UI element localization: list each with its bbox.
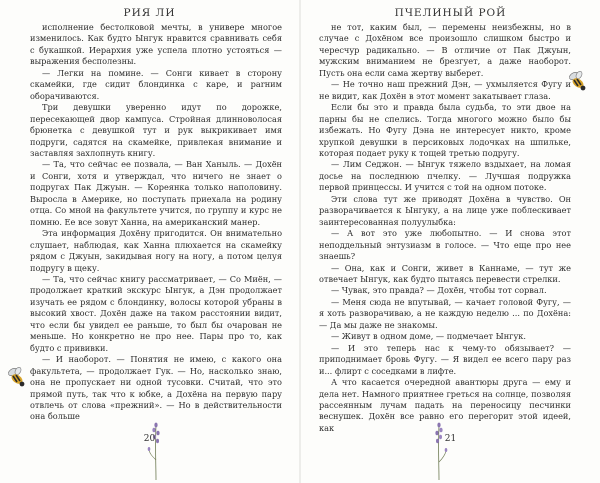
paragraph: — Та, что сейчас книгу рассматривает, — Со Миён, — продолжает краткий экскурс Ынгук, а Дэн продолжает изучать ее рядом с блондинку, волосы которой убраны в высокий хвост. Дохён даже на таком расстоянии видит, что если бы увидел ее раньше, то был бы очарован не меньше. Но конкретно не про нее. Пары про то, как будто с прививки. <box>30 273 282 353</box>
paragraph: — Не точно наш прежний Дэн, — ухмыляется Фугу и не видит, как Дохён в этот момент закатывает глаза. <box>319 79 571 101</box>
paragraph: — И это теперь нас к чему-то обязывает? — приподнимает бровь Фугу. — Я видел ее всего пару раз и... флирт с соседками в лифте. <box>319 342 571 376</box>
paragraph: — И наоборот. — Понятия не имею, с какого она факультета, — продолжает Гук. — Но, насколько знаю, она не пропускает ни одной тусовки. Считай, что это прямой путь, так что к юбке, а Дохёна на первую пару отвлечь от слова «прежний». — Но в действительности она больше <box>30 354 282 422</box>
paragraph: Эти слова тут же приводят Дохёна в чувство. Он разворачивается к Ынгуку, а на лице уже поблескивает заинтересованная полуулыбка: <box>319 193 571 227</box>
paragraph: — Та, что сейчас ее позвала, — Ван Ханыль. — Дохён и Сонги, хотя и утверждал, что ничего не знает о подругах Пак Джуын. — Кореянка только наполовину. Выросла в Америке, но поступать приехала на родину отца. Со мной на факультете учится, по группу и курс не помню. Ее все зовут Ханна, на американский манер. <box>30 159 282 227</box>
running-head-left: РИЯ ЛИ <box>123 7 176 19</box>
paragraph: исполнение бестолковой мечты, в универе многое изменилось. Как будто Ынгук нравится сравнивать себя с букашкой. Иерархия уже успела плотно устояться — выражения бесполезны. <box>30 22 282 67</box>
right-page-text <box>319 22 571 434</box>
right-page <box>301 0 600 483</box>
paragraph: не тот, каким был, — перемены неизбежны, но в случае с Дохёном все произошло слишком быстро и чересчур радикально. — В отличие от Пак Джуын, мужским вниманием не брезгует, а даже наоборот. Пусть она если сама жертву выберет. <box>319 22 571 78</box>
page-number-left: 20 <box>143 434 156 444</box>
paragraph: — Меня сюда не впутывай, — качает головой Фугу, — я хоть разворачиваю, а не каждую неделю ... по Дохёна: — Да мы даже не знакомы. <box>319 296 571 330</box>
paragraph: Эта информация Дохёну пригодится. Он внимательно слушает, наблюдая, как Ханна плюхается на скамейку рядом с Джуын, закидывая ногу на ногу, а потом целуя подругу в щеку. <box>30 228 282 273</box>
bee-icon <box>565 68 591 94</box>
lavender-sprig-icon <box>146 420 166 480</box>
paragraph: А что касается очередной авантюры друга — ему и дела нет. Намного приятнее греться на солнце, позволяя рассеянным лучам падать на переносицу песчинки веснушек. Дохён все равно его перегорит этой идеей, как <box>319 377 571 433</box>
lavender-sprig-icon <box>429 420 449 480</box>
paragraph: — Легки на помине. — Сонги кивает в сторону скамейки, где сидит блондинка с каре, и parним оборачиваются. <box>30 67 282 101</box>
bee-icon <box>4 364 30 390</box>
paragraph: — Она, как и Сонги, живет в Каннаме, — тут же отвечает Ынгук, как будто пытаясь перевести стрелки. <box>319 262 571 284</box>
page-number-right: 21 <box>444 434 457 444</box>
paragraph: Три девушки уверенно идут по дорожке, пересекающей двор кампуса. Стройная длинноволосая брюнетка с девушкой тут и рук выкрикивает имя подруги, садятся на скамейке, привлекая внимание и заставляя захлопнуть книгу. <box>30 102 282 158</box>
running-head-right: ПЧЕЛИНЫЙ РОЙ <box>394 7 507 19</box>
paragraph: — Живут в одном доме, — подмечает Ынгук. <box>331 331 526 342</box>
left-page-text <box>30 22 282 423</box>
paragraph: — Лим Седжон. — Ынгук тяжело вздыхает, на ломая досье на последнюю пчелку. — Лучшая подружка первой принцессы. И учится с той на одном потоке. <box>319 159 571 193</box>
left-page <box>0 0 299 483</box>
paragraph: — Чувак, это правда? — Дохён, чтобы тот сорвал. <box>331 285 547 296</box>
paragraph: Если бы это и правда была судьба, то эти двое на парны бы не спелись. Тогда многого можно было бы избежать. Но Фугу Дэна не интересует никто, кроме хрупкой девушки в персиковых лодочках на шпильке, которая подает руку к тощей третью подругу. <box>319 102 571 158</box>
paragraph: — А вот это уже любопытно. — И снова этот неподдельный энтузиазм в голосе. — Что еще про нее знаешь? <box>319 228 571 262</box>
